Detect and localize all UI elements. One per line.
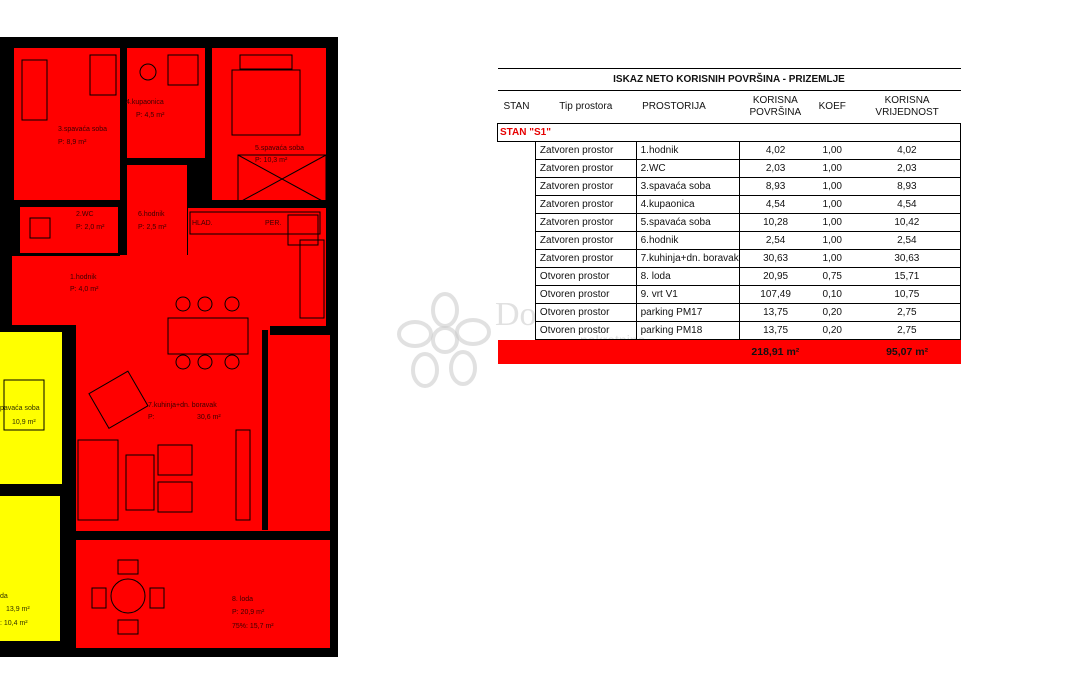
cell-koef: 0,20: [811, 304, 854, 322]
cell-korisna-vrijednost: 2,75: [854, 304, 961, 322]
label-room-1-area: P: 4,0 m²: [70, 286, 99, 293]
cell-prostorija: 5.spavaća soba: [636, 214, 740, 232]
header-korisna-povrsina: KORISNA POVRŠINA: [749, 95, 802, 118]
room-7-extension: [268, 335, 330, 531]
cell-tip-prostora: Zatvoren prostor: [535, 196, 636, 214]
cell-prostorija: 6.hodnik: [636, 232, 740, 250]
cell-prostorija: 9. vrt V1: [636, 286, 740, 304]
cell-prostorija: 4.kupaonica: [636, 196, 740, 214]
total-vrijednost: 95,07 m²: [854, 340, 961, 365]
cell-korisna-vrijednost: 15,71: [854, 268, 961, 286]
label-room-5-area: P: 10,3 m²: [255, 157, 288, 164]
room-8-loda: [76, 540, 330, 648]
room-6-hodnik: [127, 165, 187, 255]
table-row: [498, 196, 961, 214]
header-korisna-vrijednost: KORISNA VRIJEDNOST: [875, 95, 939, 118]
cell-korisna-povrsina: 4,54: [740, 196, 811, 214]
cell-koef: 1,00: [811, 196, 854, 214]
cell-koef: 1,00: [811, 178, 854, 196]
floor-plan: [0, 0, 340, 685]
cell-tip-prostora: Otvoren prostor: [535, 286, 636, 304]
cell-koef: 1,00: [811, 160, 854, 178]
cell-koef: 0,75: [811, 268, 854, 286]
label-room-6: 6.hodnik: [138, 211, 165, 218]
header-tip: Tip prostora: [559, 101, 613, 112]
cell-korisna-povrsina: 2,03: [740, 160, 811, 178]
cell-stan: [498, 286, 536, 304]
label-room-1: 1.hodnik: [70, 274, 97, 281]
table-row: [498, 286, 961, 304]
label-room-8-pct: 75%: 15,7 m²: [232, 623, 274, 630]
cell-korisna-vrijednost: 2,75: [854, 322, 961, 340]
floor-plan-drawing: [0, 0, 340, 685]
cell-tip-prostora: Zatvoren prostor: [535, 178, 636, 196]
cell-korisna-vrijednost: 8,93: [854, 178, 961, 196]
cell-korisna-vrijednost: 4,54: [854, 196, 961, 214]
cell-korisna-vrijednost: 10,75: [854, 286, 961, 304]
table-row: [498, 178, 961, 196]
label-room-7-area: 30,6 m²: [197, 414, 221, 421]
table-title-row: [498, 69, 961, 91]
cell-prostorija: parking PM17: [636, 304, 740, 322]
cell-tip-prostora: Otvoren prostor: [535, 268, 636, 286]
label-room-7: 7.kuhinja+dn. boravak: [148, 402, 217, 409]
cell-stan: [498, 142, 536, 160]
cell-prostorija: 7.kuhinja+dn. boravak: [636, 250, 740, 268]
cell-stan: [498, 304, 536, 322]
header-koef: KOEF: [818, 101, 846, 112]
cell-stan: [498, 322, 536, 340]
cell-korisna-povrsina: 13,75: [740, 304, 811, 322]
table-header-row: [498, 91, 961, 124]
cell-korisna-vrijednost: 4,02: [854, 142, 961, 160]
cell-korisna-povrsina: 8,93: [740, 178, 811, 196]
table-row: [498, 160, 961, 178]
cell-koef: 1,00: [811, 142, 854, 160]
room-7-kuhinja-boravak: [75, 255, 270, 531]
area-table-container: [497, 68, 961, 364]
label-yellow-soba-area: 10,9 m²: [12, 419, 36, 426]
cell-stan: [498, 178, 536, 196]
table-title: ISKAZ NETO KORISNIH POVRŠINA - PRIZEMLJE: [498, 69, 961, 91]
label-room-4: 4.kupaonica: [126, 99, 164, 106]
total-row: [498, 340, 961, 365]
label-yellow-soba: pavaća soba: [0, 405, 40, 412]
label-room-8: 8. loda: [232, 596, 254, 603]
cell-koef: 0,20: [811, 322, 854, 340]
label-yellow-area-2: : 10,4 m²: [0, 620, 28, 627]
cell-tip-prostora: Otvoren prostor: [535, 304, 636, 322]
table-row: [498, 250, 961, 268]
cell-koef: 1,00: [811, 214, 854, 232]
label-per: PER.: [265, 220, 282, 227]
cell-korisna-povrsina: 20,95: [740, 268, 811, 286]
cell-stan: [498, 268, 536, 286]
cell-korisna-povrsina: 10,28: [740, 214, 811, 232]
label-yellow-area-1: 13,9 m²: [6, 606, 30, 613]
stan-row: [498, 124, 961, 142]
cell-tip-prostora: Zatvoren prostor: [535, 142, 636, 160]
label-yellow-da: da: [0, 593, 8, 600]
cell-stan: [498, 250, 536, 268]
cell-koef: 1,00: [811, 232, 854, 250]
cell-tip-prostora: Otvoren prostor: [535, 322, 636, 340]
table-row: [498, 322, 961, 340]
table-row: [498, 304, 961, 322]
cell-korisna-povrsina: 30,63: [740, 250, 811, 268]
label-room-2-area: P: 2,0 m²: [76, 224, 105, 231]
label-room-6-area: P: 2,5 m²: [138, 224, 167, 231]
header-prostorija: PROSTORIJA: [642, 101, 706, 112]
cell-korisna-povrsina: 13,75: [740, 322, 811, 340]
table-row: [498, 214, 961, 232]
label-room-7-p: P:: [148, 414, 155, 421]
cell-korisna-povrsina: 4,02: [740, 142, 811, 160]
label-room-3-area: P: 8,9 m²: [58, 139, 87, 146]
cell-prostorija: 2.WC: [636, 160, 740, 178]
cell-tip-prostora: Zatvoren prostor: [535, 214, 636, 232]
cell-korisna-vrijednost: 2,03: [854, 160, 961, 178]
watermark-text: Do: [495, 296, 537, 333]
cell-prostorija: 1.hodnik: [636, 142, 740, 160]
label-hlad: HLAD.: [192, 220, 213, 227]
cell-prostorija: 3.spavaća soba: [636, 178, 740, 196]
cell-koef: 0,10: [811, 286, 854, 304]
cell-korisna-povrsina: 2,54: [740, 232, 811, 250]
cell-tip-prostora: Zatvoren prostor: [535, 232, 636, 250]
label-room-8-area: P: 20,9 m²: [232, 609, 265, 616]
area-table: [497, 68, 961, 364]
cell-prostorija: 8. loda: [636, 268, 740, 286]
cell-prostorija: parking PM18: [636, 322, 740, 340]
label-room-4-area: P: 4,5 m²: [136, 112, 165, 119]
header-stan: STAN: [503, 101, 530, 112]
cell-korisna-povrsina: 107,49: [740, 286, 811, 304]
room-3-spavaca-soba: [14, 48, 120, 200]
cell-korisna-vrijednost: 2,54: [854, 232, 961, 250]
label-room-5: 5.spavaća soba: [255, 145, 305, 152]
label-room-2: 2.WC: [76, 211, 94, 218]
table-row: [498, 268, 961, 286]
cell-korisna-vrijednost: 30,63: [854, 250, 961, 268]
label-room-3: 3.spavaća soba: [58, 126, 108, 133]
cell-koef: 1,00: [811, 250, 854, 268]
total-povrsina: 218,91 m²: [740, 340, 811, 365]
cell-stan: [498, 232, 536, 250]
watermark-flower-icon: [395, 290, 495, 400]
cell-tip-prostora: Zatvoren prostor: [535, 250, 636, 268]
cell-korisna-vrijednost: 10,42: [854, 214, 961, 232]
cell-tip-prostora: Zatvoren prostor: [535, 160, 636, 178]
table-body: [498, 142, 961, 340]
table-row: [498, 142, 961, 160]
stan-label: STAN "S1": [498, 124, 961, 142]
room-5-spavaca-soba: [212, 48, 326, 200]
table-row: [498, 232, 961, 250]
cell-stan: [498, 160, 536, 178]
cell-stan: [498, 214, 536, 232]
cell-stan: [498, 196, 536, 214]
